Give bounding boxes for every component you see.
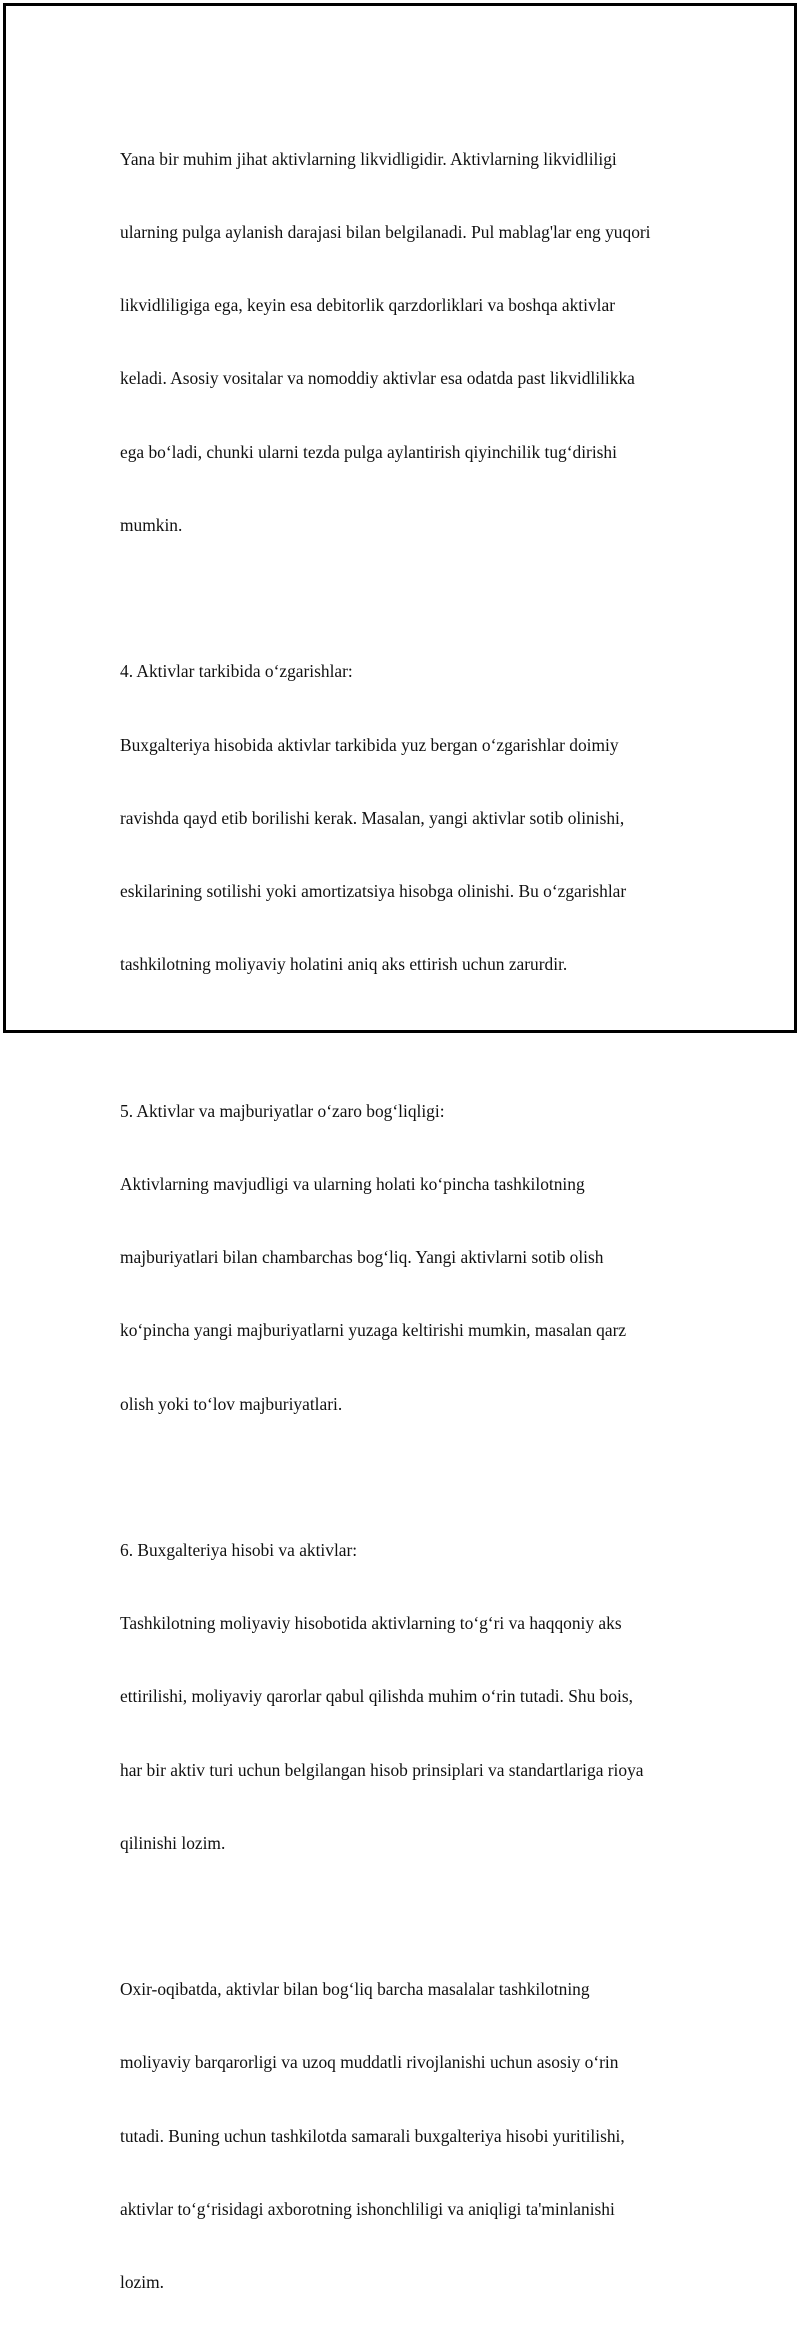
text-line: likvidliligiga ega, keyin esa debitorlik qarzdorliklari va boshqa aktivlar <box>120 295 616 316</box>
text-line: lozim. <box>120 2272 164 2293</box>
section-4-asset-changes <box>120 611 690 1026</box>
text-line: ega bo‘ladi, chunki ularni tezda pulga aylantirish qiyinchilik tug‘dirishi <box>120 441 617 462</box>
text-line: Buxgalteriya hisobida aktivlar tarkibida yuz bergan o‘zgarishlar doimiy <box>120 734 619 755</box>
text-line: mumkin. <box>120 514 183 535</box>
text-line: eskilarining sotilishi yoki amortizatsiya hisobga olinishi. Bu o‘zgarishlar <box>120 880 627 901</box>
section-6-accounting-assets <box>120 1489 690 1904</box>
document-body <box>120 98 690 2343</box>
text-line: tutadi. Buning uchun tashkilotda samarali buxgalteriya hisobi yuritilishi, <box>120 2125 625 2146</box>
text-line: ko‘pincha yangi majburiyatlarni yuzaga keltirishi mumkin, masalan qarz <box>120 1320 627 1341</box>
text-line: har bir aktiv turi uchun belgilangan hisob prinsiplari va standartlariga rioya <box>120 1759 644 1780</box>
text-line: keladi. Asosiy vositalar va nomoddiy aktivlar esa odatda past likvidlilikka <box>120 368 635 389</box>
text-line: tashkilotning moliyaviy holatini aniq aks ettirish uchun zarurdir. <box>120 954 568 975</box>
text-line: moliyaviy barqarorligi va uzoq muddatli rivojlanishi uchun asosiy o‘rin <box>120 2052 619 2073</box>
paragraph-spacer <box>120 1025 690 1049</box>
paragraph-spacer <box>120 586 690 610</box>
paragraph-liquidity <box>120 98 690 586</box>
text-line: Oxir-oqibatda, aktivlar bilan bog‘liq barcha masalalar tashkilotning <box>120 1979 590 2000</box>
section-heading: 6. Buxgalteriya hisobi va aktivlar: <box>120 1539 358 1560</box>
text-line: Tashkilotning moliyaviy hisobotida aktivlarning to‘g‘ri va haqqoniy aks <box>120 1613 622 1634</box>
text-line: aktivlar to‘g‘risidagi axborotning ishonchliligi va aniqligi ta'minlanishi <box>120 2198 615 2219</box>
text-line: qilinishi lozim. <box>120 1832 226 1853</box>
text-line: olish yoki to‘lov majburiyatlari. <box>120 1393 343 1414</box>
section-heading: 4. Aktivlar tarkibida o‘zgarishlar: <box>120 661 353 682</box>
section-5-assets-liabilities <box>120 1050 690 1465</box>
text-line: ularning pulga aylanish darajasi bilan belgilanadi. Pul mablag'lar eng yuqori <box>120 222 651 243</box>
paragraph-conclusion <box>120 1928 690 2343</box>
section-heading: 5. Aktivlar va majburiyatlar o‘zaro bog‘liqligi: <box>120 1100 445 1121</box>
text-line: ravishda qayd etib borilishi kerak. Masalan, yangi aktivlar sotib olinishi, <box>120 807 625 828</box>
paragraph-spacer <box>120 1904 690 1928</box>
paragraph-spacer <box>120 1465 690 1489</box>
text-line: Aktivlarning mavjudligi va ularning holati ko‘pincha tashkilotning <box>120 1173 585 1194</box>
page-frame <box>3 3 797 2293</box>
text-line: majburiyatlari bilan chambarchas bog‘liq. Yangi aktivlarni sotib olish <box>120 1247 604 1268</box>
text-line: ettirilishi, moliyaviy qarorlar qabul qilishda muhim o‘rin tutadi. Shu bois, <box>120 1686 633 1707</box>
text-line: Yana bir muhim jihat aktivlarning likvidligidir. Aktivlarning likvidliligi <box>120 148 617 169</box>
